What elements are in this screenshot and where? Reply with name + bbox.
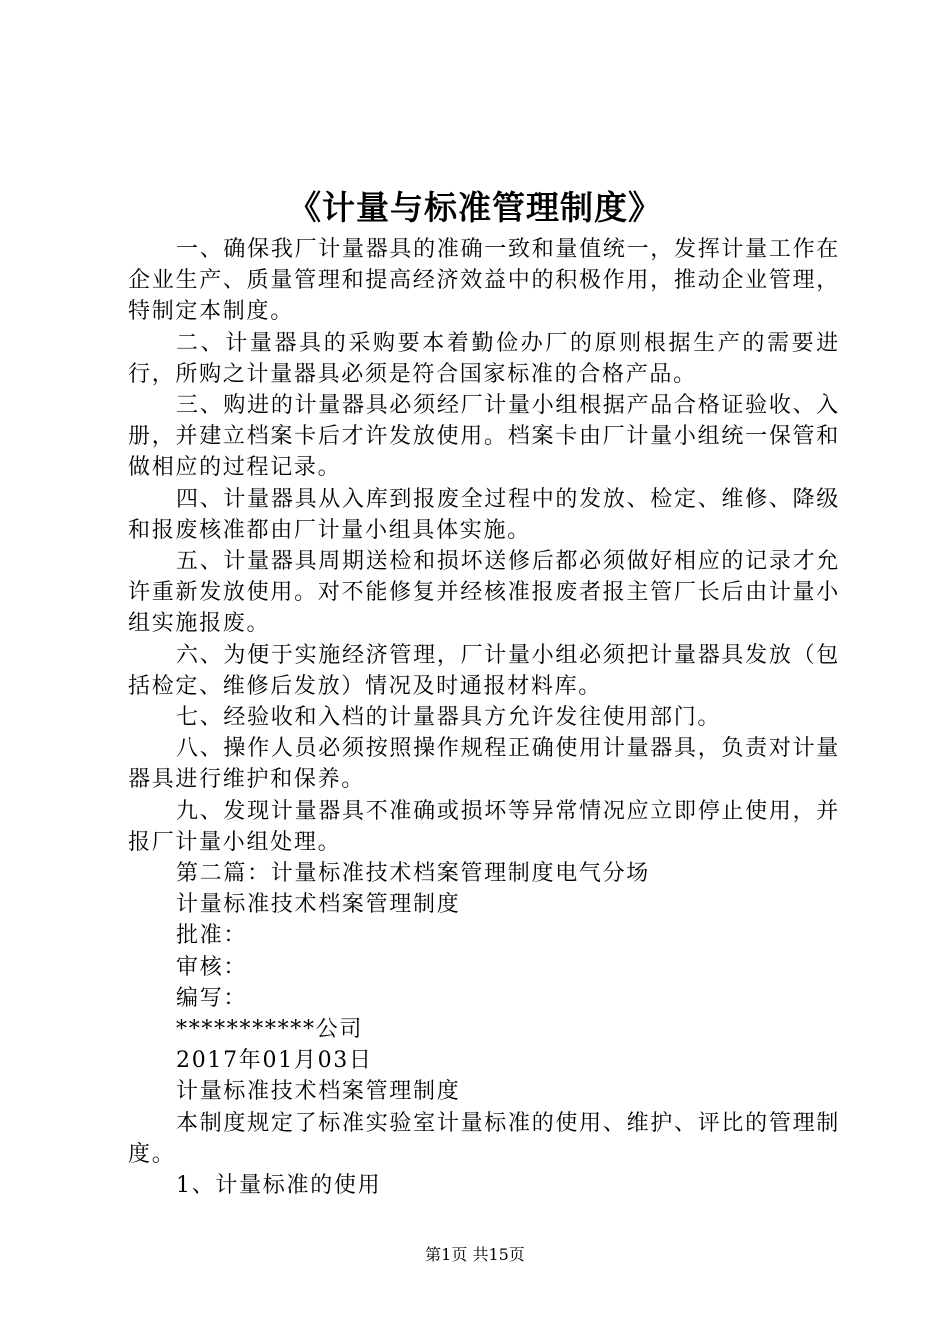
paragraph-4: 四、计量器具从入库到报废全过程中的发放、检定、维修、降级和报废核准都由厂计量小组具体实施。 bbox=[128, 486, 840, 543]
document-title: 《计量与标准管理制度》 bbox=[288, 188, 662, 227]
page-footer: 第1页 共15页 bbox=[425, 1245, 525, 1264]
paragraph-usage-heading: 1、计量标准的使用 bbox=[176, 1173, 382, 1199]
subtitle-line-2: 计量标准技术档案管理制度 bbox=[176, 1079, 461, 1105]
paragraph-8: 八、操作人员必须按照操作规程正确使用计量器具，负责对计量器具进行维护和保养。 bbox=[128, 736, 840, 793]
paragraph-scope: 本制度规定了标准实验室计量标准的使用、维护、评比的管理制度。 bbox=[128, 1110, 840, 1167]
subtitle-line: 计量标准技术档案管理制度 bbox=[176, 892, 461, 918]
company-line: ***********公司 bbox=[176, 1017, 364, 1043]
paragraph-2: 二、计量器具的采购要本着勤俭办厂的原则根据生产的需要进行，所购之计量器具必须是符合国家标准的合格产品。 bbox=[128, 330, 840, 387]
date-line: 2017年01月03日 bbox=[176, 1048, 373, 1074]
paragraph-9: 九、发现计量器具不准确或损坏等异常情况应立即停止使用，并报厂计量小组处理。 bbox=[128, 798, 840, 855]
review-line: 审核： bbox=[176, 954, 248, 980]
paragraph-3: 三、购进的计量器具必须经厂计量小组根据产品合格证验收、入册，并建立档案卡后才许发放使用。档案卡由厂计量小组统一保管和做相应的过程记录。 bbox=[128, 393, 840, 481]
paragraph-1: 一、确保我厂计量器具的准确一致和量值统一，发挥计量工作在企业生产、质量管理和提高经济效益中的积极作用，推动企业管理，特制定本制度。 bbox=[128, 237, 840, 325]
document-body bbox=[128, 234, 840, 1201]
author-line: 编写： bbox=[176, 985, 248, 1011]
approval-line: 批准： bbox=[176, 923, 248, 949]
section-heading: 第二篇：计量标准技术档案管理制度电气分场 bbox=[176, 861, 651, 887]
paragraph-6: 六、为便于实施经济管理，厂计量小组必须把计量器具发放（包括检定、维修后发放）情况及时通报材料库。 bbox=[128, 642, 840, 699]
paragraph-7: 七、经验收和入档的计量器具方允许发往使用部门。 bbox=[176, 705, 722, 731]
paragraph-5: 五、计量器具周期送检和损坏送修后都必须做好相应的记录才允许重新发放使用。对不能修复并经核准报废者报主管厂长后由计量小组实施报废。 bbox=[128, 549, 840, 637]
